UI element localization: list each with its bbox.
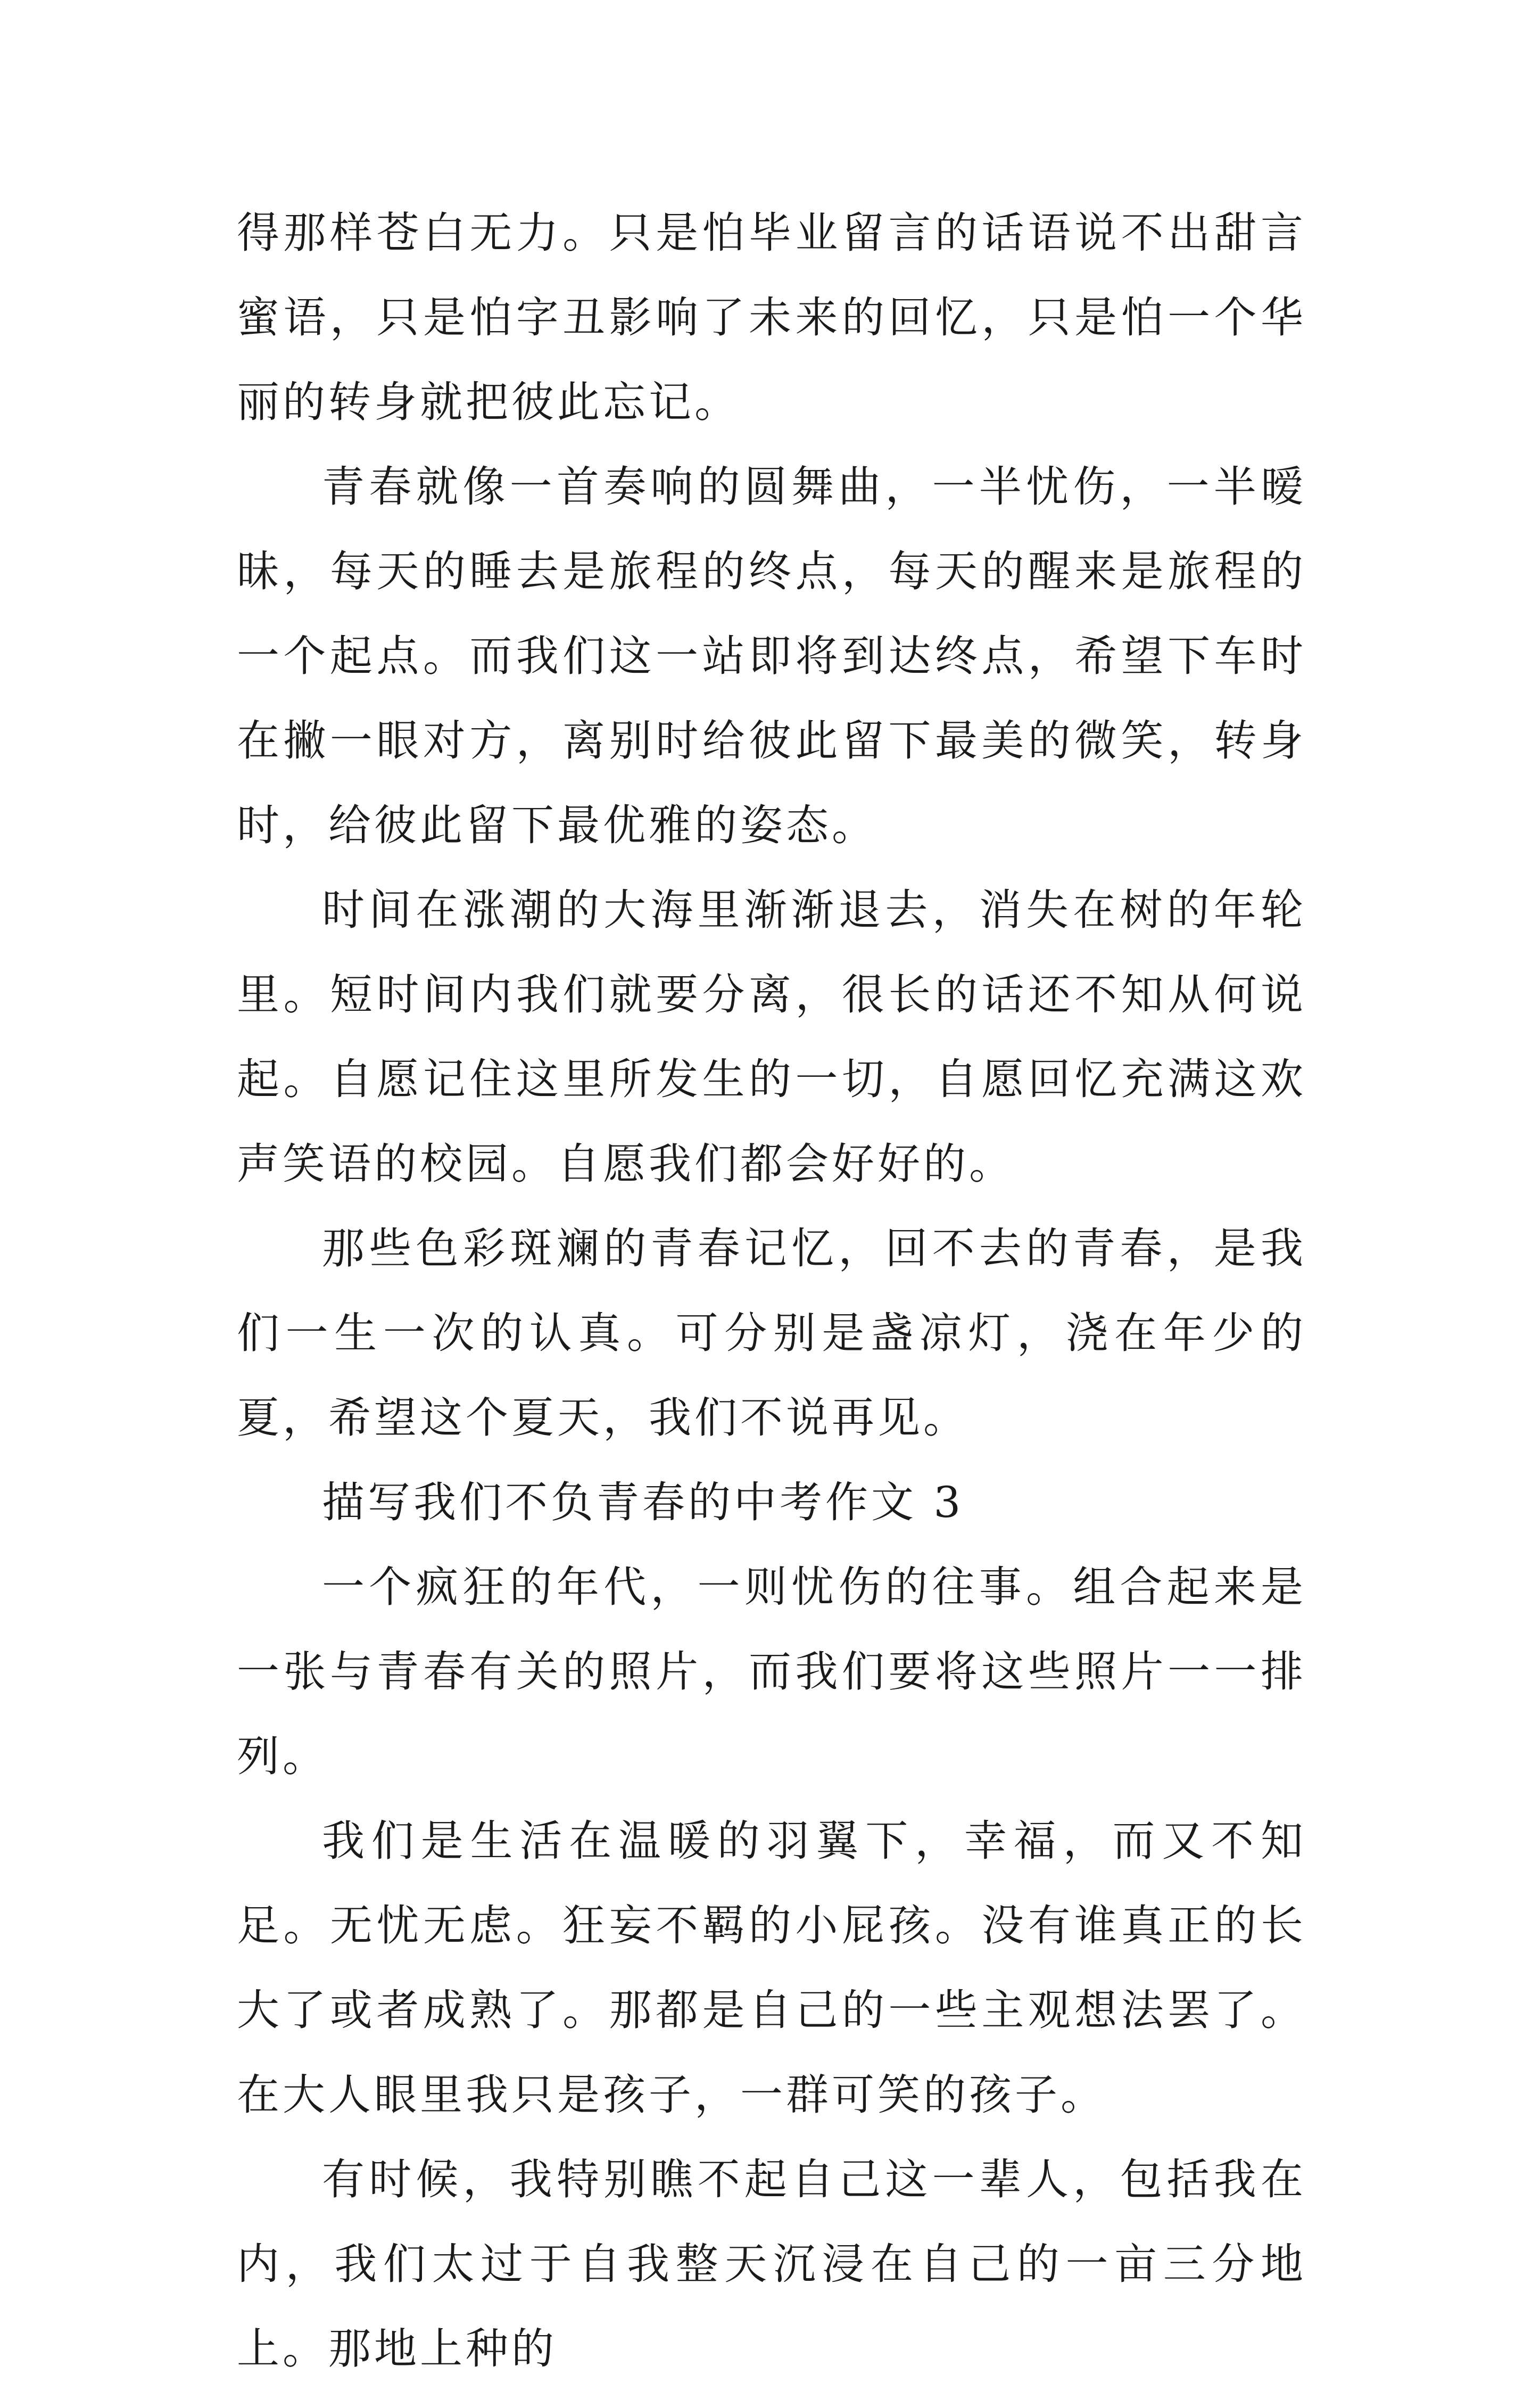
paragraph: 时间在涨潮的大海里渐渐退去，消失在树的年轮里。短时间内我们就要分离，很长的话还不知从何说起。自愿记住这里所发生的一切，自愿回忆充满这欢声笑语的校园。自愿我们都会好好的。: [237, 885, 1306, 1189]
paragraph: 有时候，我特别瞧不起自己这一辈人，包括我在内，我们太过于自我整天沉浸在自己的一亩三分地上。那地上种的: [237, 2155, 1306, 2373]
document-body: [237, 191, 1306, 2391]
section-title: 描写我们不负青春的中考作文 3: [322, 1478, 964, 1527]
paragraph: 那些色彩斑斓的青春记忆，回不去的青春，是我们一生一次的认真。可分别是盏凉灯，浇在年少的夏，希望这个夏天，我们不说再见。: [237, 1224, 1306, 1442]
paragraph-continuation: 得那样苍白无力。只是怕毕业留言的话语说不出甜言蜜语，只是怕字丑影响了未来的回忆，只是怕一个华丽的转身就把彼此忘记。: [237, 208, 1306, 427]
paragraph: 一个疯狂的年代，一则忧伤的往事。组合起来是一张与青春有关的照片，而我们要将这些照片一一排列。: [237, 1562, 1306, 1781]
paragraph: 我们是生活在温暖的羽翼下，幸福，而又不知足。无忧无虑。狂妄不羁的小屁孩。没有谁真正的长大了或者成熟了。那都是自己的一些主观想法罢了。在大人眼里我只是孩子，一群可笑的孩子。: [237, 1816, 1306, 2120]
paragraph: 青春就像一首奏响的圆舞曲，一半忧伤，一半暧昧，每天的睡去是旅程的终点，每天的醒来是旅程的一个起点。而我们这一站即将到达终点，希望下车时在撇一眼对方，离别时给彼此留下最美的微笑，转身时，给彼此留下最优雅的姿态。: [237, 462, 1306, 850]
